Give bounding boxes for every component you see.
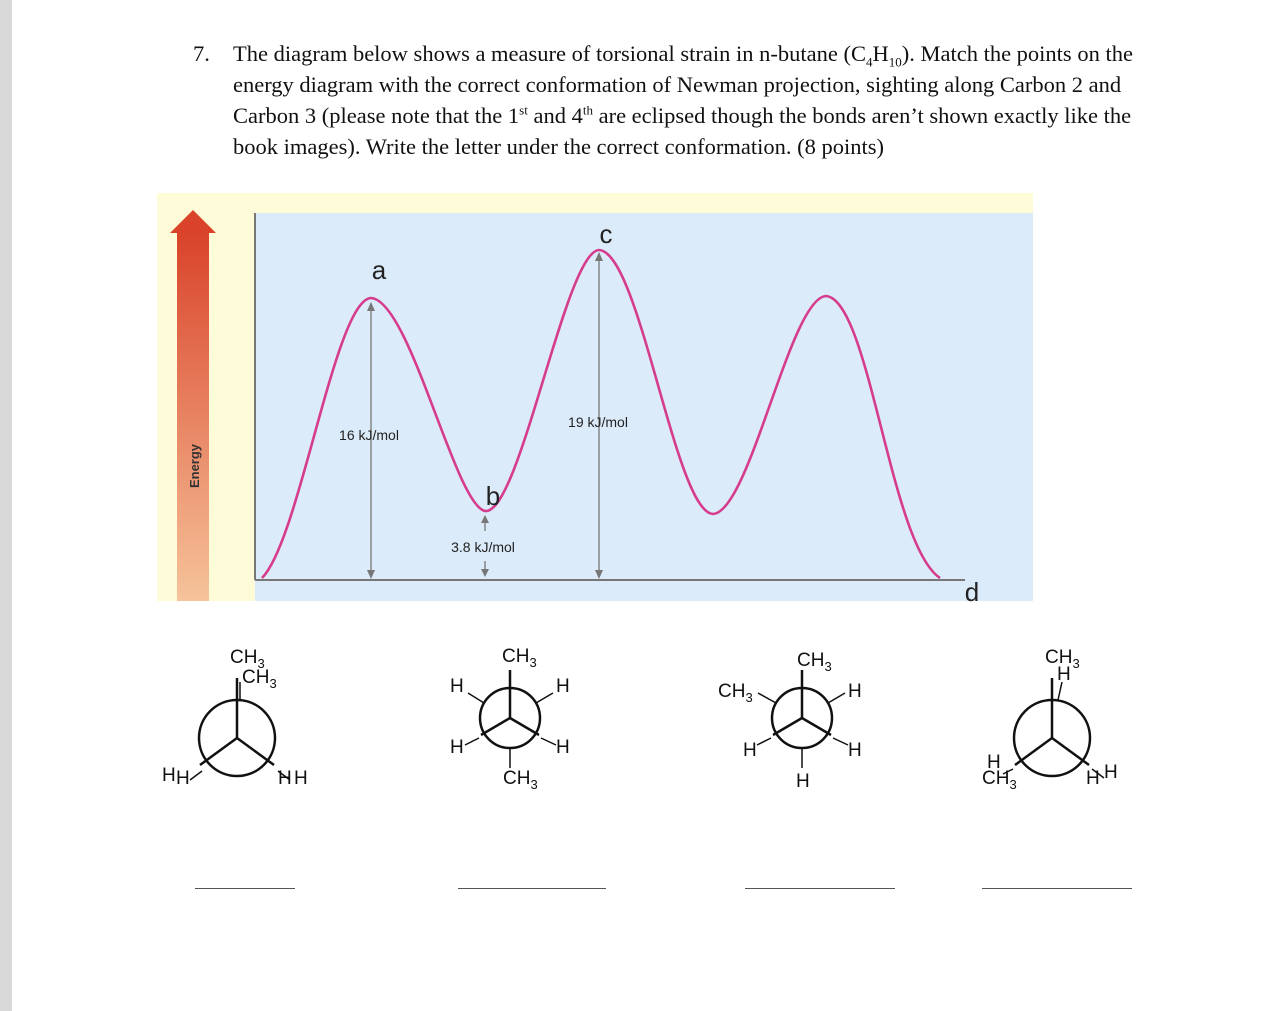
- newman3-front-lower-left: H: [743, 740, 757, 761]
- answer-blank-2[interactable]: [458, 888, 606, 889]
- newman1-back-top: $CH_3$: [242, 667, 277, 691]
- newman2-back-bottom: $CH_3$: [503, 768, 538, 792]
- energy-diagram: [157, 193, 1033, 607]
- answer-blank-3[interactable]: [745, 888, 895, 889]
- question-number: 7.: [193, 41, 210, 66]
- newman4-front-lower-left: $CH_3$: [982, 768, 1017, 792]
- newman4-front-top: $CH_3$: [1045, 647, 1080, 671]
- newman4-back-lower-right: H: [1104, 762, 1118, 783]
- newman2-front-top: $CH_3$: [502, 646, 537, 670]
- newman4-front-lower-right: H: [1086, 768, 1100, 789]
- newman3-front-top: $CH_3$: [797, 650, 832, 674]
- point-label-c: c: [599, 219, 613, 249]
- newman3-back-upper-left: $CH_3$: [718, 681, 753, 705]
- newman2-front-lower-right: H: [556, 737, 570, 758]
- newman-projection-4: [982, 647, 1118, 792]
- newman-projection-1: [162, 647, 308, 789]
- newman3-back-bottom: H: [796, 771, 810, 792]
- point-label-a: a: [371, 255, 387, 285]
- point-label-b: b: [485, 481, 501, 511]
- newman1-front-lower-left: H: [162, 765, 176, 786]
- energy-axis-label: Energy: [187, 443, 202, 489]
- newman4-back-lower-left: H: [987, 752, 1001, 773]
- newman1-front-top: $CH_3$: [230, 647, 265, 671]
- answer-blank-4[interactable]: [982, 888, 1132, 889]
- newman4-back-top: H: [1057, 664, 1071, 685]
- newman2-front-lower-left: H: [450, 737, 464, 758]
- newman-projection-2: [450, 646, 570, 792]
- question-text: The diagram below shows a measure of torsional strain in n-butane $(C_4H_{10})$. Match the points on the energy diagram with the correct conformation of Newman projection, sighting along Carbon 2 and Carbon 3 (please note that the 1st and 4th are eclipsed though the bonds aren’t shown exactly like the book images). Write the letter under the correct conformation. (8 points): [233, 41, 1133, 159]
- barrier-label-a: 16 kJ/mol: [339, 427, 399, 443]
- newman-projection-3: [718, 650, 862, 792]
- barrier-label-b: 3.8 kJ/mol: [451, 539, 515, 555]
- newman1-front-lower-right: H: [278, 768, 292, 789]
- answer-blank-1[interactable]: [195, 888, 295, 889]
- barrier-label-c: 19 kJ/mol: [568, 414, 628, 430]
- newman1-back-lower-right: H: [294, 768, 308, 789]
- newman3-front-lower-right: H: [848, 740, 862, 761]
- newman1-back-lower-left: H: [176, 768, 190, 789]
- newman2-back-upper-left: H: [450, 676, 464, 697]
- point-label-d: d: [964, 577, 980, 607]
- newman3-back-upper-right: H: [848, 681, 862, 702]
- newman2-back-upper-right: H: [556, 676, 570, 697]
